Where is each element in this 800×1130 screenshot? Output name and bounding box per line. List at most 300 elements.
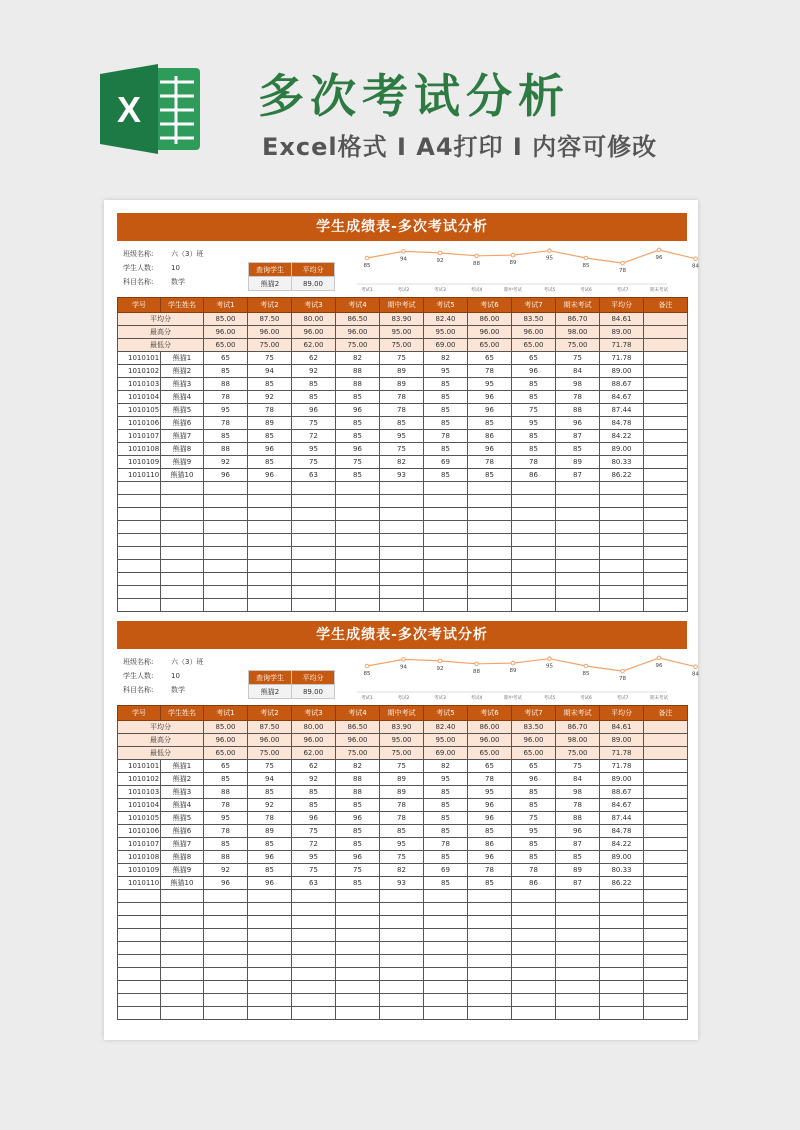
empty-cell[interactable] — [512, 916, 556, 929]
table-cell[interactable]: 71.78 — [600, 760, 644, 773]
table-cell[interactable]: 熊猫9 — [161, 864, 204, 877]
empty-cell[interactable] — [600, 981, 644, 994]
remark-cell[interactable] — [644, 799, 688, 812]
empty-cell[interactable] — [512, 586, 556, 599]
empty-cell[interactable] — [468, 521, 512, 534]
table-cell[interactable]: 89 — [248, 417, 292, 430]
table-cell[interactable]: 85 — [424, 786, 468, 799]
empty-cell[interactable] — [336, 586, 380, 599]
empty-cell[interactable] — [204, 1007, 248, 1020]
table-cell[interactable]: 86 — [468, 838, 512, 851]
table-cell[interactable]: 1010104 — [118, 799, 161, 812]
table-cell[interactable]: 88 — [556, 404, 600, 417]
empty-cell[interactable] — [644, 560, 688, 573]
table-cell[interactable]: 75 — [380, 851, 424, 864]
empty-cell[interactable] — [512, 482, 556, 495]
empty-cell[interactable] — [336, 890, 380, 903]
table-cell[interactable]: 85 — [248, 864, 292, 877]
empty-cell[interactable] — [556, 534, 600, 547]
stat-cell[interactable]: 71.78 — [600, 747, 644, 760]
empty-cell[interactable] — [336, 929, 380, 942]
table-cell[interactable]: 96 — [248, 443, 292, 456]
empty-cell[interactable] — [600, 495, 644, 508]
table-cell[interactable]: 熊猫6 — [161, 417, 204, 430]
empty-cell[interactable] — [556, 573, 600, 586]
empty-cell[interactable] — [424, 929, 468, 942]
table-cell[interactable]: 75 — [336, 456, 380, 469]
empty-cell[interactable] — [644, 573, 688, 586]
stat-cell[interactable]: 69.00 — [424, 747, 468, 760]
empty-cell[interactable] — [512, 508, 556, 521]
table-cell[interactable]: 85 — [512, 430, 556, 443]
empty-cell[interactable] — [424, 599, 468, 612]
empty-cell[interactable] — [468, 968, 512, 981]
empty-cell[interactable] — [644, 534, 688, 547]
empty-cell[interactable] — [292, 942, 336, 955]
empty-cell[interactable] — [468, 560, 512, 573]
empty-cell[interactable] — [161, 482, 204, 495]
table-cell[interactable]: 82 — [424, 760, 468, 773]
empty-cell[interactable] — [292, 534, 336, 547]
empty-cell[interactable] — [556, 547, 600, 560]
empty-cell[interactable] — [161, 955, 204, 968]
stat-cell[interactable]: 65.00 — [512, 339, 556, 352]
table-cell[interactable]: 69 — [424, 456, 468, 469]
empty-cell[interactable] — [512, 955, 556, 968]
table-cell[interactable]: 熊猫8 — [161, 443, 204, 456]
empty-cell[interactable] — [600, 929, 644, 942]
empty-cell[interactable] — [644, 890, 688, 903]
table-cell[interactable]: 熊猫3 — [161, 786, 204, 799]
empty-cell[interactable] — [292, 599, 336, 612]
empty-cell[interactable] — [644, 521, 688, 534]
table-cell[interactable]: 1010110 — [118, 469, 161, 482]
table-cell[interactable]: 熊猫1 — [161, 352, 204, 365]
table-cell[interactable]: 熊猫2 — [161, 773, 204, 786]
table-cell[interactable]: 95 — [204, 404, 248, 417]
table-cell[interactable]: 1010103 — [118, 378, 161, 391]
empty-cell[interactable] — [118, 534, 161, 547]
empty-cell[interactable] — [380, 890, 424, 903]
empty-cell[interactable] — [248, 560, 292, 573]
table-cell[interactable]: 85 — [556, 443, 600, 456]
empty-cell[interactable] — [380, 534, 424, 547]
table-cell[interactable]: 82 — [380, 864, 424, 877]
remark-cell[interactable] — [644, 456, 688, 469]
remark-cell[interactable] — [644, 417, 688, 430]
table-cell[interactable]: 1010108 — [118, 851, 161, 864]
stat-cell[interactable]: 75.00 — [380, 747, 424, 760]
table-cell[interactable]: 85 — [292, 799, 336, 812]
table-cell[interactable]: 87.44 — [600, 404, 644, 417]
empty-cell[interactable] — [204, 547, 248, 560]
stat-cell[interactable]: 95.00 — [424, 326, 468, 339]
stat-cell[interactable]: 71.78 — [600, 339, 644, 352]
table-cell[interactable]: 89.00 — [600, 851, 644, 864]
table-cell[interactable]: 85 — [204, 430, 248, 443]
table-cell[interactable]: 86.22 — [600, 469, 644, 482]
table-cell[interactable]: 87 — [556, 430, 600, 443]
stat-cell[interactable]: 65.00 — [512, 747, 556, 760]
table-cell[interactable]: 1010102 — [118, 365, 161, 378]
table-cell[interactable]: 82 — [424, 352, 468, 365]
empty-cell[interactable] — [118, 508, 161, 521]
empty-cell[interactable] — [600, 1007, 644, 1020]
empty-cell[interactable] — [512, 573, 556, 586]
table-cell[interactable]: 85 — [292, 391, 336, 404]
stat-cell[interactable]: 62.00 — [292, 339, 336, 352]
empty-cell[interactable] — [161, 890, 204, 903]
empty-cell[interactable] — [118, 560, 161, 573]
empty-cell[interactable] — [204, 942, 248, 955]
table-cell[interactable]: 88 — [556, 812, 600, 825]
empty-cell[interactable] — [424, 495, 468, 508]
empty-cell[interactable] — [468, 508, 512, 521]
empty-cell[interactable] — [248, 981, 292, 994]
empty-cell[interactable] — [424, 508, 468, 521]
empty-cell[interactable] — [556, 942, 600, 955]
empty-cell[interactable] — [336, 560, 380, 573]
stat-cell[interactable]: 75.00 — [336, 339, 380, 352]
table-cell[interactable]: 94 — [248, 365, 292, 378]
table-cell[interactable]: 78 — [468, 773, 512, 786]
table-cell[interactable]: 85 — [424, 825, 468, 838]
table-cell[interactable]: 熊猫5 — [161, 812, 204, 825]
table-cell[interactable]: 1010107 — [118, 430, 161, 443]
table-cell[interactable]: 熊猫6 — [161, 825, 204, 838]
empty-cell[interactable] — [512, 942, 556, 955]
empty-cell[interactable] — [161, 994, 204, 1007]
stat-cell[interactable]: 96.00 — [468, 734, 512, 747]
stat-cell[interactable]: 69.00 — [424, 339, 468, 352]
empty-cell[interactable] — [204, 586, 248, 599]
table-cell[interactable]: 96 — [204, 877, 248, 890]
table-cell[interactable]: 78 — [468, 456, 512, 469]
table-cell[interactable]: 84.78 — [600, 825, 644, 838]
table-cell[interactable]: 80.33 — [600, 864, 644, 877]
empty-cell[interactable] — [556, 586, 600, 599]
table-cell[interactable]: 85 — [512, 391, 556, 404]
remark-cell[interactable] — [644, 734, 688, 747]
empty-cell[interactable] — [248, 495, 292, 508]
empty-cell[interactable] — [600, 994, 644, 1007]
table-cell[interactable]: 85 — [380, 825, 424, 838]
empty-cell[interactable] — [424, 968, 468, 981]
table-cell[interactable]: 1010109 — [118, 864, 161, 877]
table-cell[interactable]: 78 — [380, 799, 424, 812]
table-cell[interactable]: 96 — [292, 812, 336, 825]
empty-cell[interactable] — [512, 547, 556, 560]
empty-cell[interactable] — [161, 495, 204, 508]
remark-cell[interactable] — [644, 365, 688, 378]
empty-cell[interactable] — [248, 916, 292, 929]
empty-cell[interactable] — [600, 573, 644, 586]
stat-cell[interactable]: 96.00 — [468, 326, 512, 339]
table-cell[interactable]: 熊猫9 — [161, 456, 204, 469]
empty-cell[interactable] — [161, 942, 204, 955]
empty-cell[interactable] — [512, 994, 556, 1007]
table-cell[interactable]: 78 — [248, 812, 292, 825]
table-cell[interactable]: 熊猫10 — [161, 877, 204, 890]
empty-cell[interactable] — [380, 981, 424, 994]
empty-cell[interactable] — [336, 508, 380, 521]
stat-cell[interactable]: 96.00 — [248, 326, 292, 339]
empty-cell[interactable] — [248, 994, 292, 1007]
table-cell[interactable]: 熊猫1 — [161, 760, 204, 773]
empty-cell[interactable] — [204, 521, 248, 534]
table-cell[interactable]: 72 — [292, 838, 336, 851]
empty-cell[interactable] — [644, 968, 688, 981]
remark-cell[interactable] — [644, 786, 688, 799]
stat-cell[interactable]: 87.50 — [248, 721, 292, 734]
table-cell[interactable]: 熊猫3 — [161, 378, 204, 391]
stat-cell[interactable]: 62.00 — [292, 747, 336, 760]
table-cell[interactable]: 84.67 — [600, 391, 644, 404]
empty-cell[interactable] — [468, 916, 512, 929]
empty-cell[interactable] — [118, 929, 161, 942]
lookup-student-cell[interactable]: 熊猫2 — [249, 277, 292, 291]
empty-cell[interactable] — [424, 955, 468, 968]
table-cell[interactable]: 75 — [380, 760, 424, 773]
empty-cell[interactable] — [118, 916, 161, 929]
stat-cell[interactable]: 95.00 — [380, 734, 424, 747]
empty-cell[interactable] — [292, 968, 336, 981]
table-cell[interactable]: 84.22 — [600, 430, 644, 443]
empty-cell[interactable] — [424, 916, 468, 929]
table-cell[interactable]: 87 — [556, 469, 600, 482]
stat-cell[interactable]: 86.00 — [468, 721, 512, 734]
remark-cell[interactable] — [644, 760, 688, 773]
table-cell[interactable]: 1010107 — [118, 838, 161, 851]
table-cell[interactable]: 87.44 — [600, 812, 644, 825]
stat-cell[interactable]: 65.00 — [468, 339, 512, 352]
table-cell[interactable]: 89 — [556, 864, 600, 877]
table-cell[interactable]: 85 — [336, 469, 380, 482]
stat-cell[interactable]: 96.00 — [204, 326, 248, 339]
table-cell[interactable]: 96 — [336, 443, 380, 456]
stat-cell[interactable]: 83.50 — [512, 721, 556, 734]
table-cell[interactable]: 85 — [424, 799, 468, 812]
empty-cell[interactable] — [248, 482, 292, 495]
empty-cell[interactable] — [336, 482, 380, 495]
empty-cell[interactable] — [380, 495, 424, 508]
table-cell[interactable]: 85 — [468, 877, 512, 890]
remark-cell[interactable] — [644, 339, 688, 352]
stat-cell[interactable]: 96.00 — [292, 734, 336, 747]
empty-cell[interactable] — [118, 981, 161, 994]
table-cell[interactable]: 78 — [204, 825, 248, 838]
remark-cell[interactable] — [644, 404, 688, 417]
table-cell[interactable]: 85 — [292, 378, 336, 391]
empty-cell[interactable] — [161, 916, 204, 929]
table-cell[interactable]: 75 — [292, 825, 336, 838]
empty-cell[interactable] — [204, 994, 248, 1007]
table-cell[interactable]: 89 — [380, 773, 424, 786]
empty-cell[interactable] — [118, 903, 161, 916]
empty-cell[interactable] — [161, 534, 204, 547]
empty-cell[interactable] — [248, 508, 292, 521]
table-cell[interactable]: 92 — [248, 391, 292, 404]
stat-cell[interactable]: 85.00 — [204, 313, 248, 326]
empty-cell[interactable] — [644, 547, 688, 560]
empty-cell[interactable] — [600, 968, 644, 981]
empty-cell[interactable] — [248, 586, 292, 599]
remark-cell[interactable] — [644, 313, 688, 326]
empty-cell[interactable] — [380, 1007, 424, 1020]
empty-cell[interactable] — [204, 890, 248, 903]
table-cell[interactable]: 96 — [204, 469, 248, 482]
empty-cell[interactable] — [336, 1007, 380, 1020]
empty-cell[interactable] — [380, 599, 424, 612]
table-cell[interactable]: 78 — [556, 799, 600, 812]
table-cell[interactable]: 93 — [380, 469, 424, 482]
empty-cell[interactable] — [468, 534, 512, 547]
empty-cell[interactable] — [204, 573, 248, 586]
table-cell[interactable]: 62 — [292, 352, 336, 365]
stat-cell[interactable]: 65.00 — [468, 747, 512, 760]
empty-cell[interactable] — [292, 994, 336, 1007]
table-cell[interactable]: 88 — [336, 365, 380, 378]
table-cell[interactable]: 96 — [468, 812, 512, 825]
table-cell[interactable]: 96 — [248, 851, 292, 864]
stat-cell[interactable]: 82.40 — [424, 721, 468, 734]
table-cell[interactable]: 78 — [204, 799, 248, 812]
table-cell[interactable]: 85 — [424, 877, 468, 890]
empty-cell[interactable] — [336, 916, 380, 929]
table-cell[interactable]: 85 — [424, 378, 468, 391]
empty-cell[interactable] — [644, 482, 688, 495]
table-cell[interactable]: 86 — [468, 430, 512, 443]
table-cell[interactable]: 85 — [336, 838, 380, 851]
empty-cell[interactable] — [512, 560, 556, 573]
table-cell[interactable]: 82 — [336, 760, 380, 773]
empty-cell[interactable] — [644, 942, 688, 955]
remark-cell[interactable] — [644, 773, 688, 786]
empty-cell[interactable] — [556, 508, 600, 521]
table-cell[interactable]: 88 — [204, 443, 248, 456]
empty-cell[interactable] — [512, 521, 556, 534]
stat-cell[interactable]: 65.00 — [204, 339, 248, 352]
empty-cell[interactable] — [424, 547, 468, 560]
table-cell[interactable]: 85 — [424, 391, 468, 404]
empty-cell[interactable] — [424, 890, 468, 903]
empty-cell[interactable] — [600, 508, 644, 521]
empty-cell[interactable] — [380, 573, 424, 586]
table-cell[interactable]: 78 — [248, 404, 292, 417]
table-cell[interactable]: 78 — [380, 812, 424, 825]
empty-cell[interactable] — [644, 495, 688, 508]
stat-cell[interactable]: 86.70 — [556, 721, 600, 734]
table-cell[interactable]: 86 — [512, 469, 556, 482]
empty-cell[interactable] — [556, 994, 600, 1007]
table-cell[interactable]: 78 — [204, 391, 248, 404]
stat-cell[interactable]: 96.00 — [336, 734, 380, 747]
empty-cell[interactable] — [118, 994, 161, 1007]
empty-cell[interactable] — [380, 929, 424, 942]
table-cell[interactable]: 85 — [424, 812, 468, 825]
empty-cell[interactable] — [600, 534, 644, 547]
table-cell[interactable]: 84 — [556, 773, 600, 786]
stat-cell[interactable]: 84.61 — [600, 721, 644, 734]
remark-cell[interactable] — [644, 352, 688, 365]
empty-cell[interactable] — [424, 994, 468, 1007]
empty-cell[interactable] — [600, 942, 644, 955]
table-cell[interactable]: 69 — [424, 864, 468, 877]
empty-cell[interactable] — [336, 521, 380, 534]
table-cell[interactable]: 85 — [424, 851, 468, 864]
empty-cell[interactable] — [380, 968, 424, 981]
table-cell[interactable]: 熊猫4 — [161, 391, 204, 404]
empty-cell[interactable] — [644, 903, 688, 916]
table-cell[interactable]: 96 — [292, 404, 336, 417]
empty-cell[interactable] — [292, 586, 336, 599]
empty-cell[interactable] — [512, 1007, 556, 1020]
stat-cell[interactable]: 96.00 — [248, 734, 292, 747]
table-cell[interactable]: 75 — [556, 352, 600, 365]
table-cell[interactable]: 85 — [468, 417, 512, 430]
empty-cell[interactable] — [118, 586, 161, 599]
table-cell[interactable]: 78 — [204, 417, 248, 430]
table-cell[interactable]: 78 — [512, 456, 556, 469]
empty-cell[interactable] — [204, 599, 248, 612]
empty-cell[interactable] — [424, 482, 468, 495]
empty-cell[interactable] — [644, 599, 688, 612]
table-cell[interactable]: 88 — [204, 786, 248, 799]
empty-cell[interactable] — [161, 599, 204, 612]
empty-cell[interactable] — [556, 916, 600, 929]
empty-cell[interactable] — [248, 534, 292, 547]
empty-cell[interactable] — [336, 573, 380, 586]
empty-cell[interactable] — [336, 903, 380, 916]
empty-cell[interactable] — [336, 534, 380, 547]
empty-cell[interactable] — [468, 599, 512, 612]
table-cell[interactable]: 89 — [556, 456, 600, 469]
empty-cell[interactable] — [644, 586, 688, 599]
table-cell[interactable]: 熊猫8 — [161, 851, 204, 864]
remark-cell[interactable] — [644, 851, 688, 864]
stat-cell[interactable]: 96.00 — [204, 734, 248, 747]
remark-cell[interactable] — [644, 877, 688, 890]
empty-cell[interactable] — [336, 599, 380, 612]
table-cell[interactable]: 1010101 — [118, 352, 161, 365]
table-cell[interactable]: 96 — [468, 391, 512, 404]
empty-cell[interactable] — [248, 942, 292, 955]
empty-cell[interactable] — [512, 981, 556, 994]
table-cell[interactable]: 86 — [512, 877, 556, 890]
table-cell[interactable]: 85 — [336, 825, 380, 838]
empty-cell[interactable] — [336, 942, 380, 955]
empty-cell[interactable] — [336, 547, 380, 560]
table-cell[interactable]: 熊猫2 — [161, 365, 204, 378]
table-cell[interactable]: 85 — [248, 456, 292, 469]
table-cell[interactable]: 95 — [380, 430, 424, 443]
table-cell[interactable]: 75 — [336, 864, 380, 877]
empty-cell[interactable] — [556, 599, 600, 612]
empty-cell[interactable] — [512, 890, 556, 903]
table-cell[interactable]: 95 — [512, 417, 556, 430]
empty-cell[interactable] — [161, 508, 204, 521]
table-cell[interactable]: 96 — [248, 469, 292, 482]
table-cell[interactable]: 85 — [424, 404, 468, 417]
table-cell[interactable]: 1010105 — [118, 812, 161, 825]
table-cell[interactable]: 62 — [292, 760, 336, 773]
table-cell[interactable]: 75 — [292, 417, 336, 430]
table-cell[interactable]: 98 — [556, 786, 600, 799]
empty-cell[interactable] — [556, 560, 600, 573]
table-cell[interactable]: 89.00 — [600, 443, 644, 456]
empty-cell[interactable] — [600, 521, 644, 534]
table-cell[interactable]: 1010109 — [118, 456, 161, 469]
